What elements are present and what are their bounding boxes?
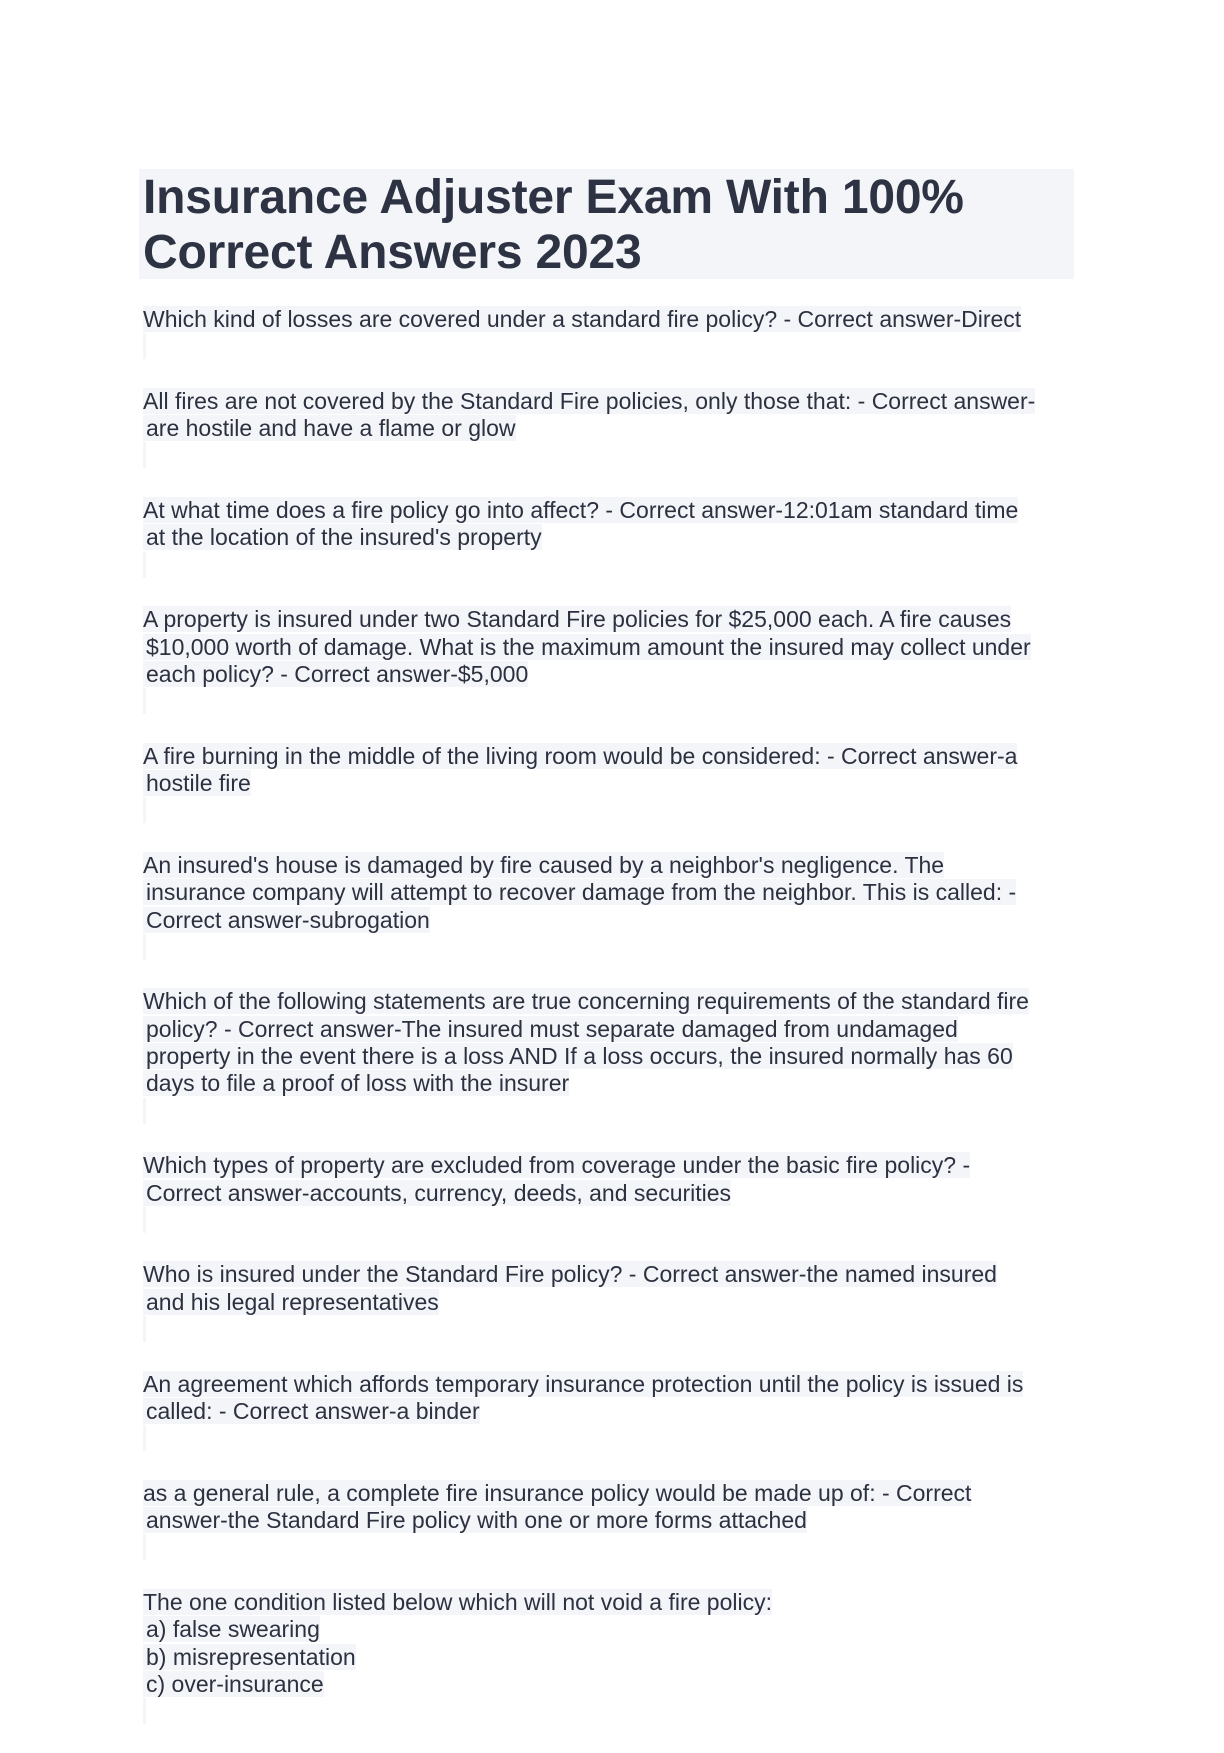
text-line: b) misrepresentation: [143, 1644, 356, 1697]
text-line: as a general rule, a complete fire insurance policy would be made up of: - Correct: [143, 1480, 971, 1533]
question-list: [143, 306, 1073, 1753]
text-line: Which types of property are excluded from coverage under the basic fire policy? -: [143, 1152, 970, 1205]
question-item: [143, 388, 1073, 470]
question-item: [143, 852, 1073, 961]
text-line: The one condition listed below which will not void a fire policy:: [143, 1589, 772, 1642]
text-line: A property is insured under two Standard Fire policies for $25,000 each. A fire causes: [143, 606, 1011, 659]
text-line: An agreement which affords temporary insurance protection until the policy is issued is: [143, 1371, 1023, 1424]
question-item: [143, 1261, 1073, 1343]
text-line: at the location of the insured's property: [143, 524, 542, 577]
text-line: a) false swearing: [143, 1616, 320, 1669]
text-line: $10,000 worth of damage. What is the maximum amount the insured may collect under: [143, 634, 1031, 687]
title-line: Insurance Adjuster Exam With 100%: [143, 171, 964, 224]
text-line: days to file a proof of loss with the insurer: [143, 1070, 569, 1123]
text-line: c) over-insurance: [143, 1671, 324, 1724]
text-line: answer-the Standard Fire policy with one or more forms attached: [143, 1507, 807, 1560]
text-line: and his legal representatives: [143, 1289, 439, 1342]
text-line: At what time does a fire policy go into affect? - Correct answer-12:01am standard time: [143, 497, 1018, 550]
text-line: are hostile and have a flame or glow: [143, 415, 516, 468]
text-line: All fires are not covered by the Standard Fire policies, only those that: - Correct answer-: [143, 388, 1035, 441]
question-item: [143, 1371, 1073, 1453]
text-line: Correct answer-accounts, currency, deeds, and securities: [143, 1180, 731, 1233]
question-item: [143, 1480, 1073, 1562]
text-line: Who is insured under the Standard Fire policy? - Correct answer-the named insured: [143, 1261, 997, 1314]
question-item: [143, 988, 1073, 1124]
question-item: [143, 306, 1073, 361]
text-line: Which kind of losses are covered under a standard fire policy? - Correct answer-Direct: [143, 306, 1021, 359]
text-line: each policy? - Correct answer-$5,000: [143, 661, 528, 714]
page-title: [143, 170, 964, 280]
question-item: [143, 1152, 1073, 1234]
question-item: [143, 497, 1073, 579]
question-item: [143, 1589, 1073, 1725]
text-line: hostile fire: [143, 770, 251, 823]
text-line: An insured's house is damaged by fire caused by a neighbor's negligence. The: [143, 852, 944, 905]
text-line: Which of the following statements are true concerning requirements of the standard fire: [143, 988, 1029, 1041]
text-line: A fire burning in the middle of the living room would be considered: - Correct answer-a: [143, 743, 1017, 796]
question-item: [143, 606, 1073, 715]
text-line: called: - Correct answer-a binder: [143, 1398, 480, 1451]
question-item: [143, 743, 1073, 825]
text-line: policy? - Correct answer-The insured must separate damaged from undamaged: [143, 1016, 958, 1069]
title-line: Correct Answers 2023: [143, 226, 642, 279]
text-line: insurance company will attempt to recover damage from the neighbor. This is called: -: [143, 879, 1016, 932]
text-line: property in the event there is a loss AND If a loss occurs, the insured normally has 60: [143, 1043, 1013, 1096]
text-line: Correct answer-subrogation: [143, 907, 430, 960]
